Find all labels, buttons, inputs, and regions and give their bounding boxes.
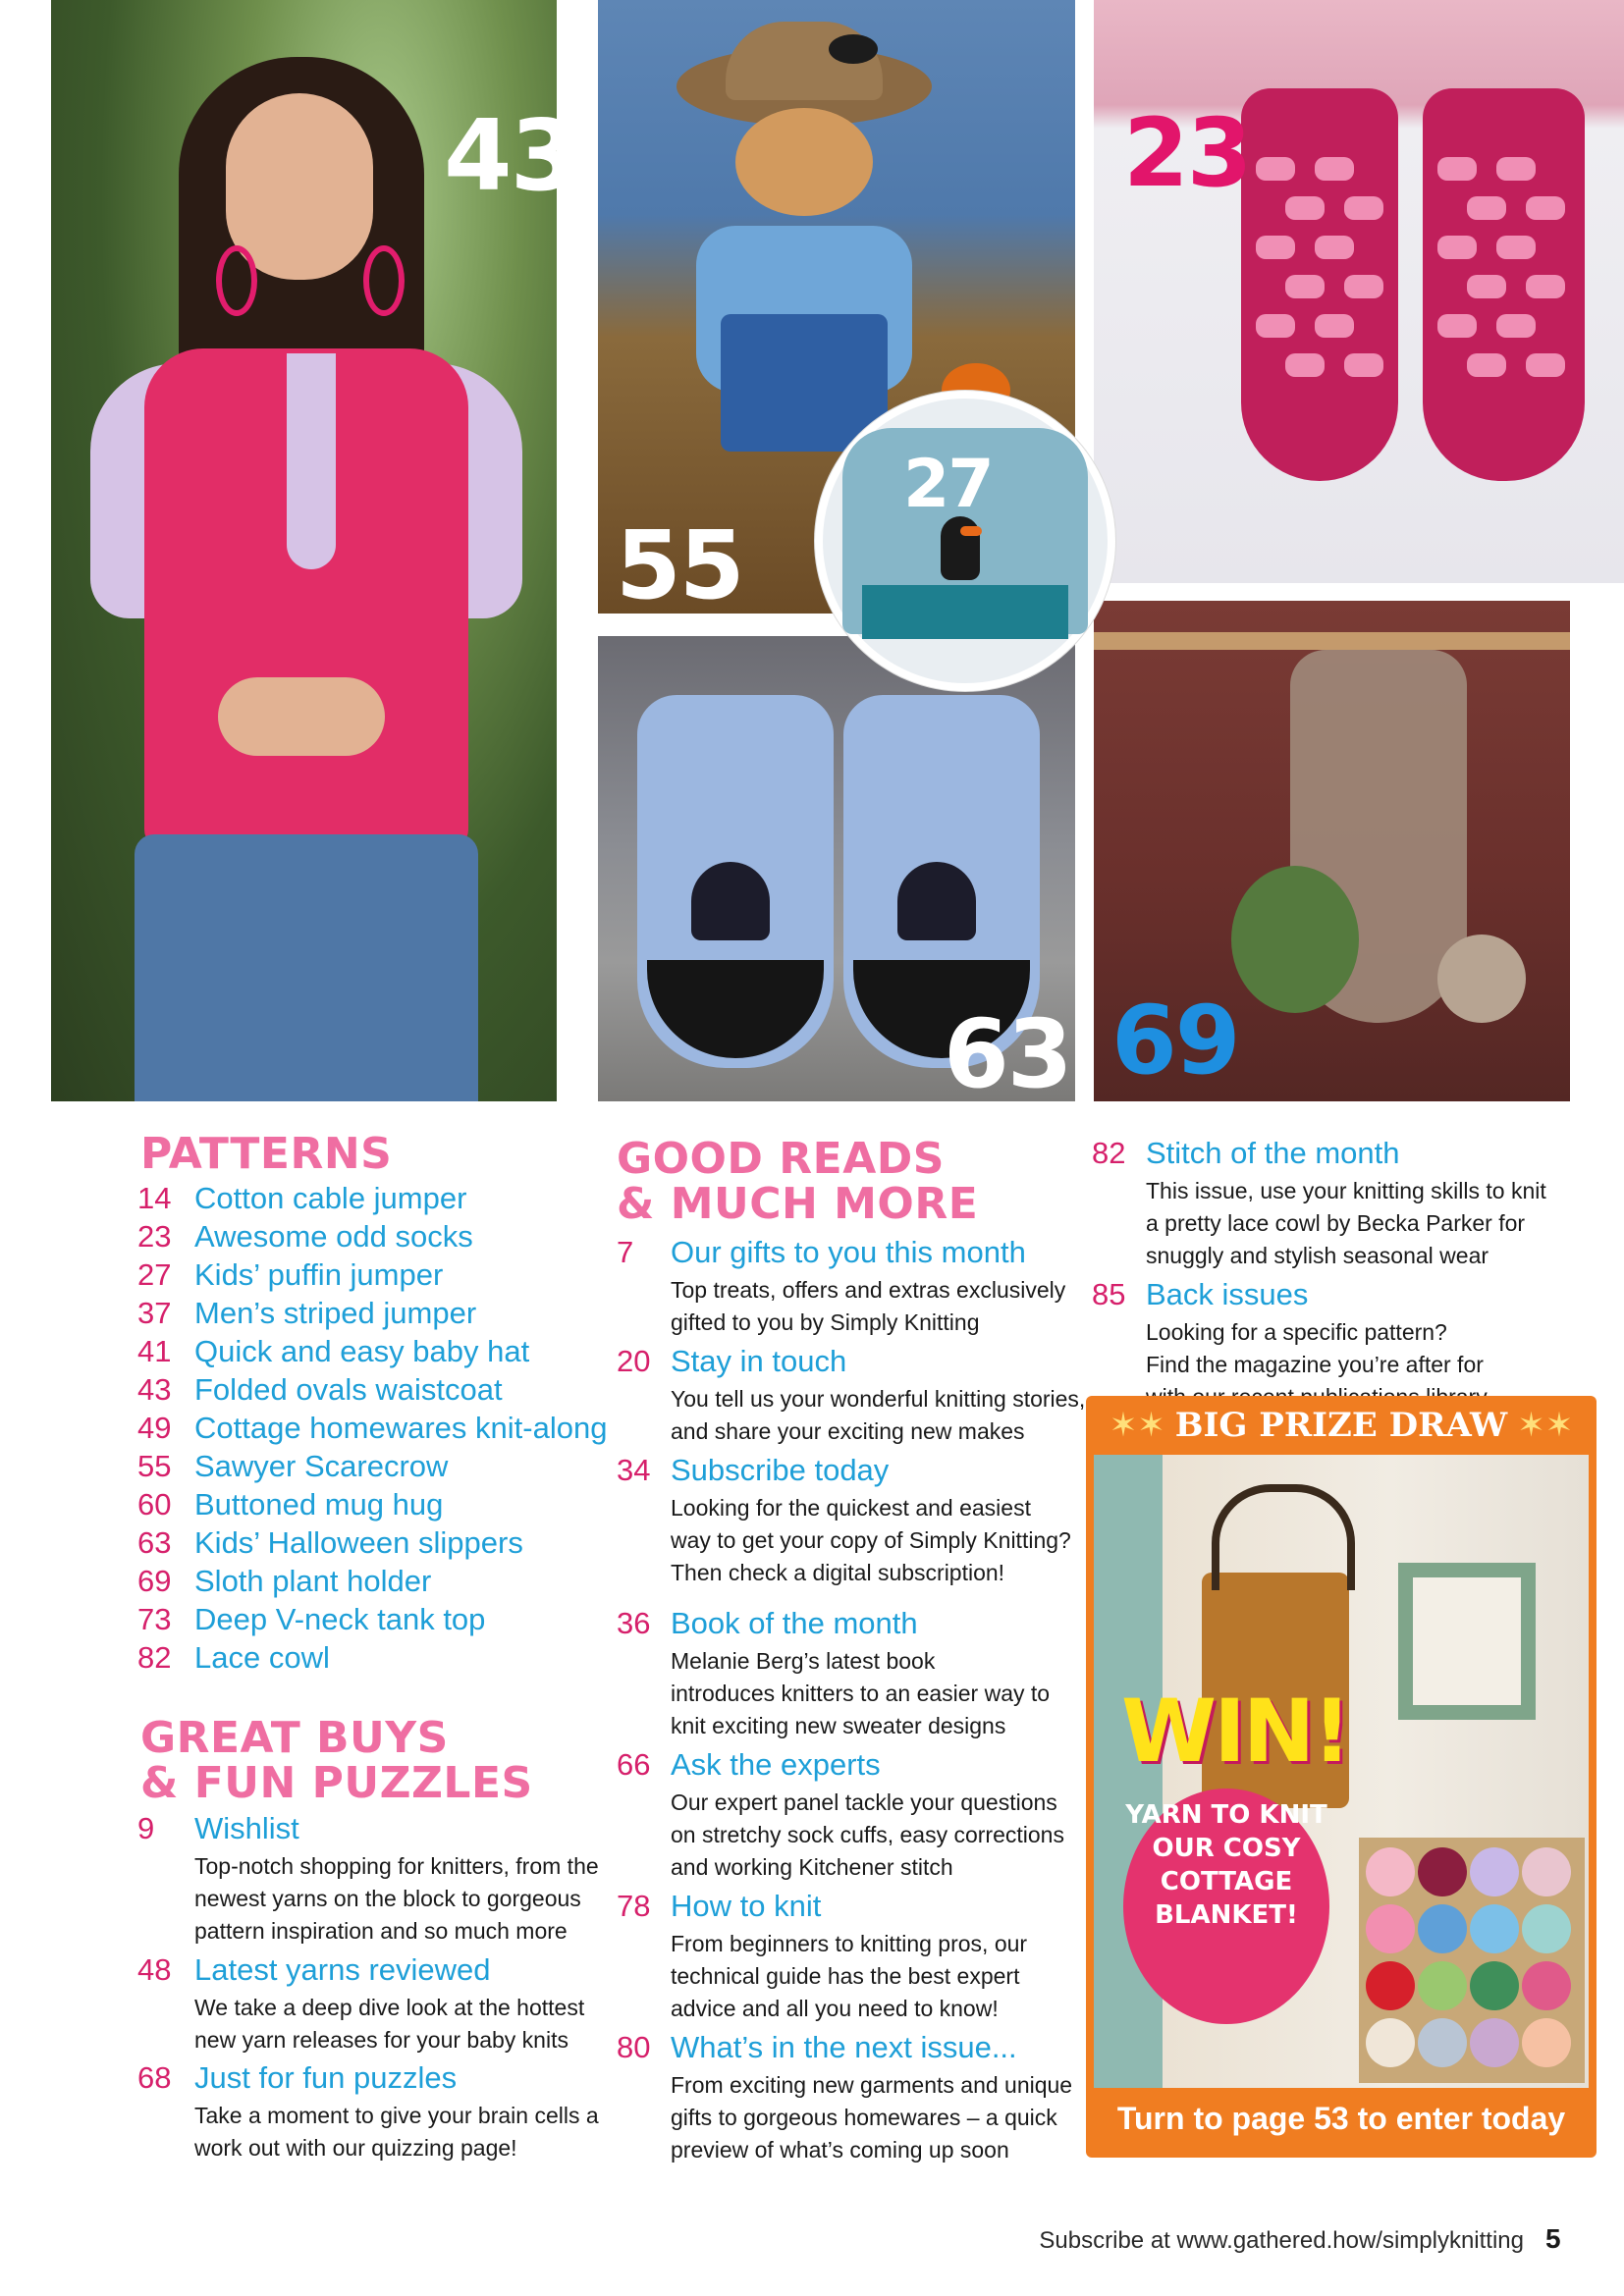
photo-halloween-slippers [598,636,1075,1109]
contents-entry-subscribe[interactable]: 34 Subscribe today Looking for the quickest and easiest way to get your copy of Simply Knitting? Then check a digital subscription! [617,1453,1071,1585]
prize-draw-panel[interactable] [1086,1396,1597,2158]
contents-entry-ask-experts[interactable]: 66 Ask the experts Our expert panel tackle your questions on stretchy sock cuffs, easy corrections and working Kitchener stitch [617,1747,1064,1880]
star-icon: ✶✶ [1109,1407,1165,1444]
photo-page-number: 27 [903,446,993,523]
list-item[interactable]: 60 Buttoned mug hug [137,1487,444,1522]
photo-page-number: 23 [1123,98,1251,208]
contents-entry-stay-in-touch[interactable]: 20 Stay in touch You tell us your wonderful knitting stories, and share your exciting new makes [617,1344,1086,1444]
photo-page-number: 63 [944,999,1071,1109]
section-heading-great-buys: GREAT BUYS & FUN PUZZLES [140,1713,533,1808]
photo-page-number: 43 [444,98,577,213]
section-heading-patterns: PATTERNS [140,1129,393,1179]
contents-entry-next-issue[interactable]: 80 What’s in the next issue... From exciting new garments and unique gifts to gorgeous homewares – a quick preview of what’s coming up soon [617,2030,1073,2163]
prize-photo [1094,1455,1589,2088]
contents-entry-gifts[interactable]: 7 Our gifts to you this month Top treats, offers and extras exclusively gifted to you by Simply Knitting [617,1235,1066,1335]
prize-cta[interactable]: Turn to page 53 to enter today [1116,2101,1566,2136]
list-item[interactable]: 55 Sawyer Scarecrow [137,1449,449,1483]
prize-banner [1086,1396,1597,1455]
contents-entry-yarns-reviewed[interactable]: 48 Latest yarns reviewed We take a deep dive look at the hottest new yarn releases for your baby knits [137,1952,585,2053]
list-item[interactable]: 14 Cotton cable jumper [137,1181,467,1215]
photo-odd-socks [1094,0,1624,583]
sock-pattern [1241,147,1595,442]
section-heading-good-reads: GOOD READS & MUCH MORE [617,1134,979,1229]
footer-subscribe-text[interactable]: Subscribe at www.gathered.how/simplyknitting [1039,2227,1524,2254]
list-item[interactable]: 27 Kids’ puffin jumper [137,1257,444,1292]
list-item[interactable]: 73 Deep V-neck tank top [137,1602,486,1636]
photo-page-number: 55 [616,510,743,620]
photo-sloth-plant-holder [1094,601,1570,1101]
list-item[interactable]: 43 Folded ovals waistcoat [137,1372,503,1407]
photo-puffin-jumper [815,391,1115,691]
contents-entry-stitch-of-month[interactable]: 82 Stitch of the month This issue, use your knitting skills to knit a pretty lace cowl by Becka Parker for snuggly and stylish seasonal wear [1092,1136,1546,1268]
contents-entry-book-of-month[interactable]: 36 Book of the month Melanie Berg’s latest book introduces knitters to an easier way to knit exciting new sweater designs [617,1606,1051,1738]
photo-cable-waistcoat-model [51,0,577,1101]
contents-entry-how-to-knit[interactable]: 78 How to knit From beginners to knitting pros, our technical guide has the best expert advice and all you need to know! [617,1889,1028,2021]
prize-subtitle: YARN TO KNIT OUR COSY COTTAGE BLANKET! [1125,1800,1327,1930]
prize-banner-title: BIG PRIZE DRAW [1174,1406,1508,1445]
contents-entry-puzzles[interactable]: 68 Just for fun puzzles Take a moment to give your brain cells a work out with our quizzing page! [137,2060,599,2161]
list-item[interactable]: 41 Quick and easy baby hat [137,1334,530,1368]
list-item[interactable]: 69 Sloth plant holder [137,1564,432,1598]
contents-entry-wishlist[interactable]: 9 Wishlist Top-notch shopping for knitters, from the newest yarns on the block to gorgeous pattern inspiration and so much more [137,1811,599,1944]
page-number: 5 [1545,2223,1561,2254]
list-item[interactable]: 37 Men’s striped jumper [137,1296,477,1330]
list-item[interactable]: 23 Awesome odd socks [137,1219,473,1254]
list-item[interactable]: 49 Cottage homewares knit-along [137,1411,608,1445]
contents-entry-back-issues[interactable]: 85 Back issues Looking for a specific pattern? Find the magazine you’re after for [1092,1277,1484,1377]
patterns-list [137,1181,607,1679]
list-item[interactable]: 82 Lace cowl [137,1640,330,1675]
photo-page-number: 69 [1111,986,1239,1095]
prize-win-text: WIN! [1121,1681,1349,1782]
list-item[interactable]: 63 Kids’ Halloween slippers [137,1525,523,1560]
yarn-balls [1364,1842,1580,2078]
star-icon: ✶✶ [1517,1407,1574,1444]
